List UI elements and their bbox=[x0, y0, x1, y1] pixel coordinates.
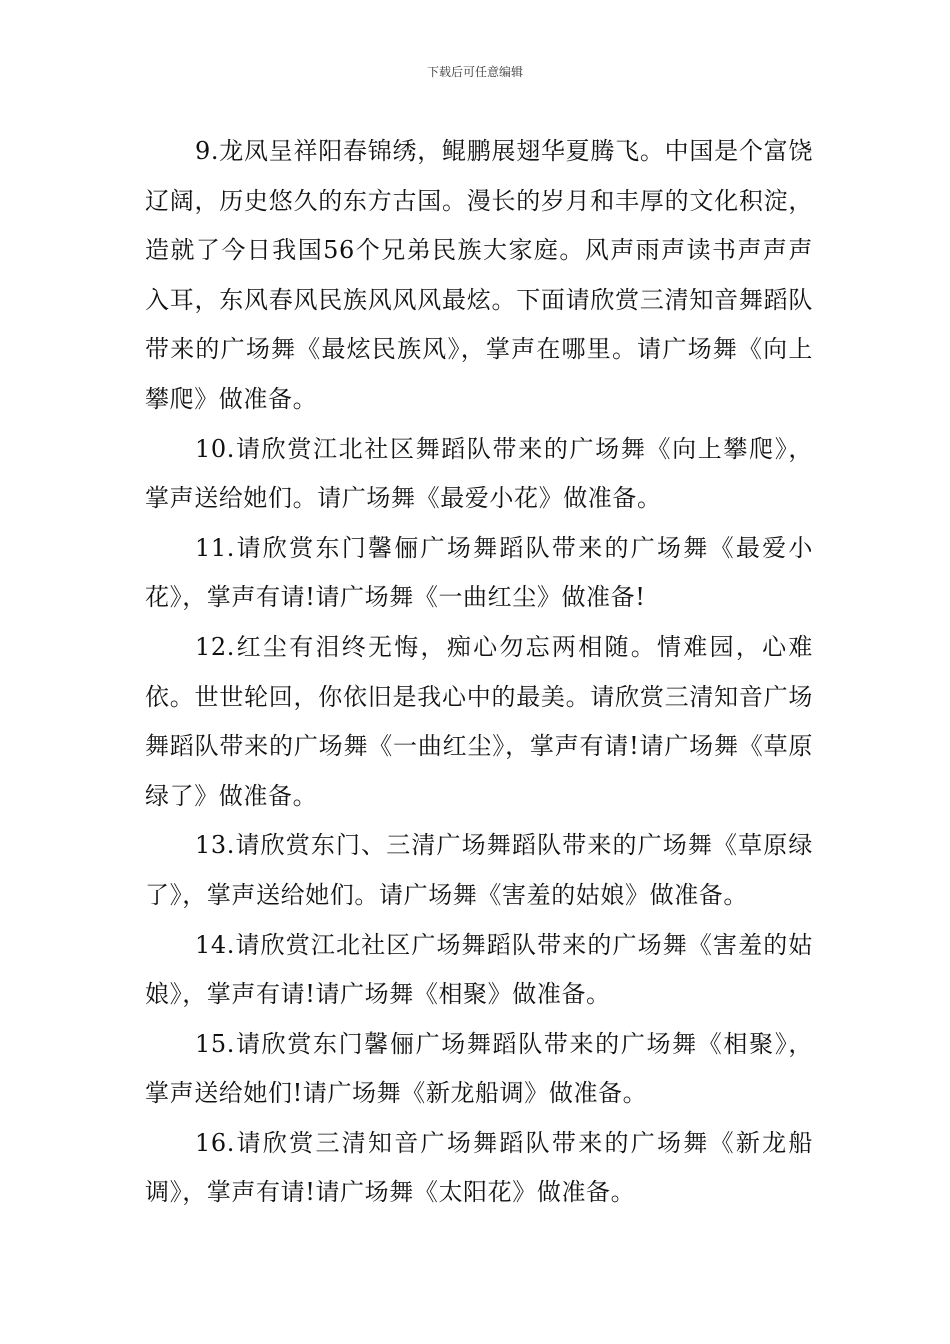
paragraph-12: 12.红尘有泪终无悔，痴心勿忘两相随。情难园，心难依。世世轮回，你依旧是我心中的最美。请欣赏三清知音广场舞蹈队带来的广场舞《一曲红尘》，掌声有请!请广场舞《草原绿了》做准备。 bbox=[145, 632, 813, 810]
document-body bbox=[145, 127, 813, 1218]
paragraph-13: 13.请欣赏东门、三清广场舞蹈队带来的广场舞《草原绿了》，掌声送给她们。请广场舞《害羞的姑娘》做准备。 bbox=[145, 831, 813, 909]
paragraph-11: 11.请欣赏东门馨俪广场舞蹈队带来的广场舞《最爱小花》，掌声有请!请广场舞《一曲红尘》做准备! bbox=[145, 533, 813, 612]
paragraph-14: 14.请欣赏江北社区广场舞蹈队带来的广场舞《害羞的姑娘》，掌声有请!请广场舞《相聚》做准备。 bbox=[145, 930, 813, 1009]
paragraph-15: 15.请欣赏东门馨俪广场舞蹈队带来的广场舞《相聚》，掌声送给她们!请广场舞《新龙船调》做准备。 bbox=[145, 1029, 813, 1108]
paragraph-9: 9.龙凤呈祥阳春锦绣，鲲鹏展翅华夏腾飞。中国是个富饶辽阔，历史悠久的东方古国。漫长的岁月和丰厚的文化积淀，造就了今日我国56个兄弟民族大家庭。风声雨声读书声声声入耳，东风春风民族风风风最炫。下面请欣赏三清知音舞蹈队带来的广场舞《最炫民族风》，掌声在哪里。请广场舞《向上攀爬》做准备。 bbox=[145, 137, 813, 413]
page-header: 下载后可任意编辑 bbox=[426, 65, 523, 79]
paragraph-16: 16.请欣赏三清知音广场舞蹈队带来的广场舞《新龙船调》，掌声有请!请广场舞《太阳花》做准备。 bbox=[145, 1128, 813, 1207]
paragraph-10: 10.请欣赏江北社区舞蹈队带来的广场舞《向上攀爬》，掌声送给她们。请广场舞《最爱小花》做准备。 bbox=[145, 434, 813, 513]
